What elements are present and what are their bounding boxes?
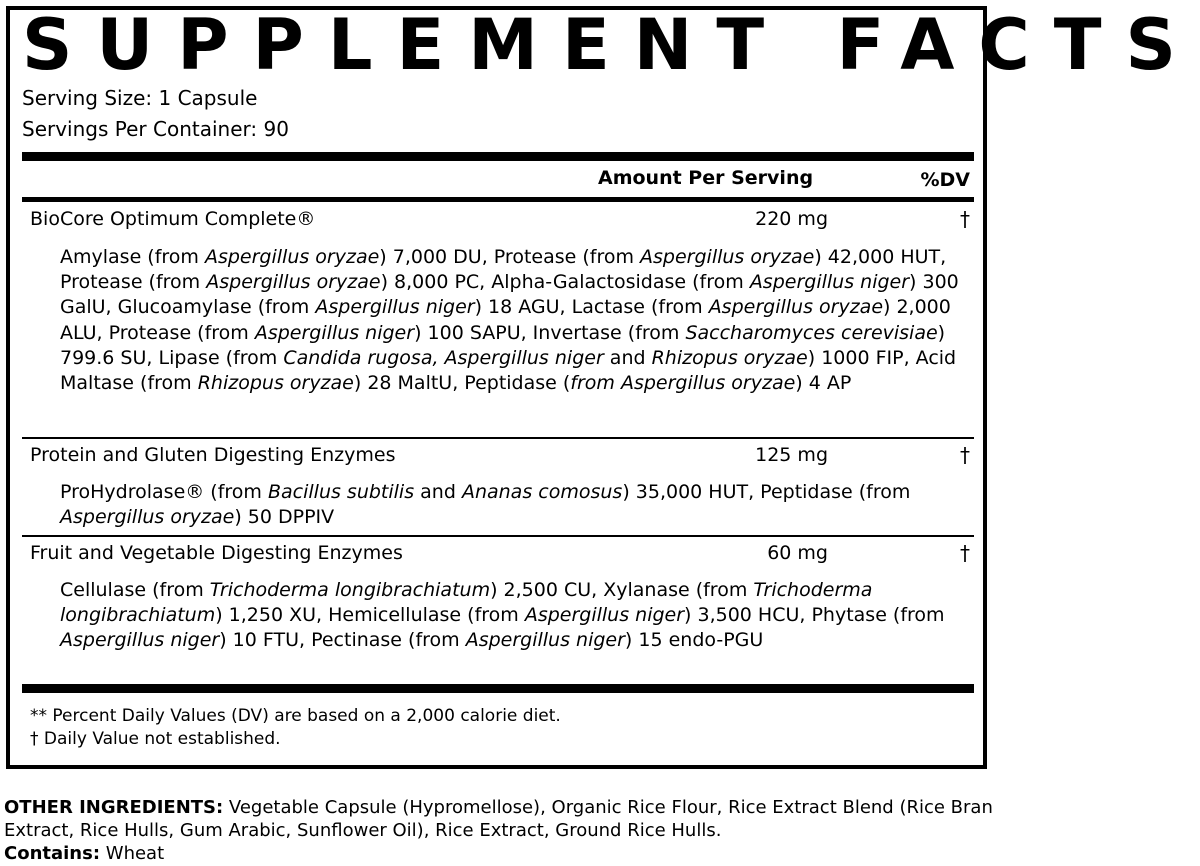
species-name: Rhizopus oryzae	[651, 346, 808, 369]
row-dv-biocore: †	[960, 207, 970, 231]
detail-text: ) 50 DPPIV	[234, 506, 335, 529]
row-amount-protein-gluten: 125 mg	[755, 444, 828, 466]
detail-text: ) 15 endo-PGU	[624, 629, 764, 652]
servings-per-container: Servings Per Container: 90	[22, 117, 289, 141]
species-name: Aspergillus niger	[524, 604, 685, 627]
species-name: Bacillus subtilis	[267, 481, 415, 503]
row-name-biocore: BioCore Optimum Complete®	[30, 208, 316, 230]
other-ingredients-label: OTHER INGREDIENTS:	[4, 797, 224, 818]
row-amount-biocore: 220 mg	[755, 208, 828, 230]
contains-label: Contains:	[4, 843, 101, 864]
detail-text: ) 18 AGU, Lactase (from	[474, 296, 709, 319]
detail-text: ) 2,000 ALU, Protease (from	[60, 296, 951, 344]
species-name: Aspergillus niger	[315, 296, 475, 319]
detail-text: ) 8,000 PC, Alpha-Galactosidase (from	[380, 271, 750, 294]
detail-text: ) 1,250 XU, Hemicellulase (from	[215, 604, 525, 627]
species-name: Aspergillus niger	[60, 629, 220, 652]
species-name: Aspergillus oryzae	[204, 246, 380, 268]
row-detail-fruit-vegetable	[60, 578, 965, 654]
species-name: from Aspergillus oryzae	[570, 372, 796, 395]
panel-title: SUPPLEMENT FACTS	[22, 4, 1200, 86]
thick-divider-top	[22, 152, 974, 161]
species-name: Candida rugosa, Aspergillus niger	[283, 346, 604, 369]
row-amount-fruit-vegetable: 60 mg	[767, 542, 828, 564]
contains-value: Wheat	[100, 843, 165, 864]
species-name: Aspergillus niger	[749, 271, 910, 294]
footnote-daily-values: ** Percent Daily Values (DV) are based on a 2,000 calorie diet.	[30, 706, 561, 726]
footnote-dagger: † Daily Value not established.	[30, 729, 281, 749]
species-name: Aspergillus niger	[254, 321, 415, 344]
detail-text: ) 42,000 HUT, Protease (from	[60, 246, 947, 294]
row-detail-protein-gluten	[60, 480, 965, 530]
row-detail-biocore	[60, 245, 965, 396]
species-name: Aspergillus oryzae	[60, 506, 235, 529]
other-ingredients-text: Vegetable Capsule (Hypromellose), Organic Rice Flour, Rice Extract Blend (Rice Bran Extract, Rice Hulls, Gum Arabic, Sunflower Oil), Rice Extract, Ground Rice Hulls.	[4, 797, 993, 841]
serving-size: Serving Size: 1 Capsule	[22, 86, 258, 110]
detail-text: ) 3,500 HCU, Phytase (from	[684, 604, 945, 627]
row-name-fruit-vegetable: Fruit and Vegetable Digesting Enzymes	[30, 542, 403, 564]
detail-text: ) 2,500 CU, Xylanase (from	[490, 579, 754, 601]
detail-text: ) 1000 FIP, Acid Maltase (from	[60, 346, 957, 395]
detail-text: Cellulase (from	[60, 579, 210, 601]
species-name: Rhizopus oryzae	[197, 372, 354, 395]
header-amount-per-serving: Amount Per Serving	[598, 167, 814, 189]
detail-text: ) 300 GalU, Glucoamylase (from	[60, 271, 959, 319]
header-daily-value: %DV	[920, 169, 970, 191]
row-divider	[22, 535, 974, 537]
species-name: Saccharomyces cerevisiae	[685, 321, 938, 344]
detail-text: ) 4 AP	[795, 372, 852, 395]
other-ingredients	[4, 796, 998, 865]
species-name: Aspergillus oryzae	[708, 296, 884, 319]
thick-divider-bottom	[22, 684, 974, 693]
detail-text: Amylase (from	[60, 246, 205, 268]
species-name: Aspergillus niger	[465, 629, 625, 652]
species-name: Ananas comosus	[461, 481, 623, 503]
species-name: Aspergillus oryzae	[640, 246, 815, 268]
row-name-protein-gluten: Protein and Gluten Digesting Enzymes	[30, 444, 396, 466]
detail-text: ) 100 SAPU, Invertase (from	[414, 321, 686, 344]
species-name: Aspergillus oryzae	[206, 271, 381, 294]
row-dv-fruit-vegetable: †	[960, 541, 970, 565]
species-name: Trichoderma longibrachiatum	[60, 579, 873, 627]
detail-text: ) 7,000 DU, Protease (from	[379, 246, 641, 268]
detail-text: ) 28 MaltU, Peptidase (	[353, 372, 571, 395]
detail-text: ) 799.6 SU, Lipase (from	[60, 321, 946, 369]
row-divider	[22, 437, 974, 439]
row-dv-protein-gluten: †	[960, 443, 970, 467]
species-name: Trichoderma longibrachiatum	[209, 579, 491, 601]
detail-text: and	[414, 481, 462, 503]
detail-text: ) 10 FTU, Pectinase (from	[219, 629, 466, 652]
detail-text: ) 35,000 HUT, Peptidase (from	[622, 481, 911, 503]
detail-text: ProHydrolase® (from	[60, 481, 268, 503]
detail-text: and	[603, 346, 652, 369]
header-divider	[22, 197, 974, 202]
